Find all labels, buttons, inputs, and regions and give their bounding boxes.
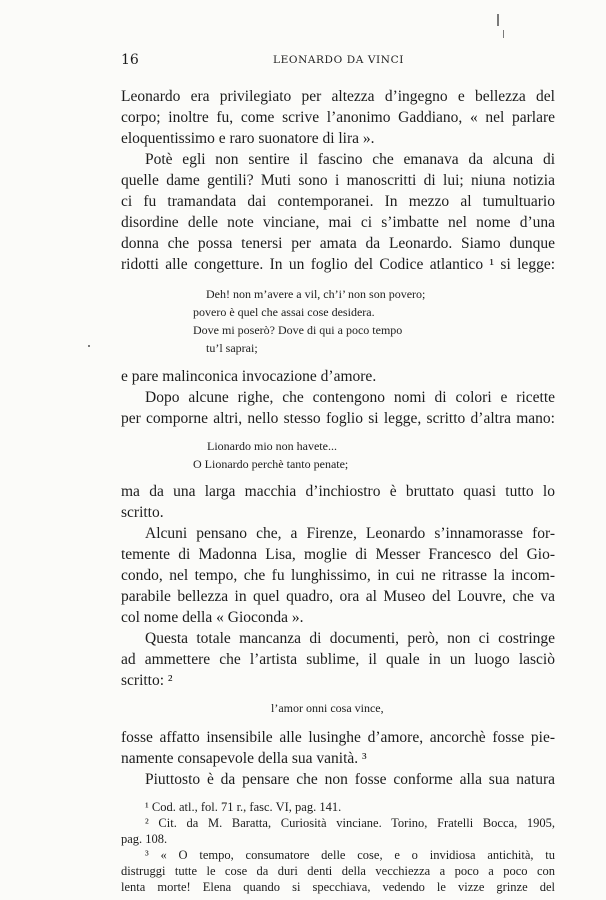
footnote-line: ¹ Cod. atl., fol. 71 r., fasc. VI, pag. 141. xyxy=(145,800,342,814)
quote-line: l’amor onni cosa vince, xyxy=(271,701,384,715)
quote-line: Dove mi poserò? Dove di qui a poco tempo xyxy=(193,323,403,337)
footnote-line: ³ « O tempo, consumatore delle cose, e o invidiosa antichità, tu xyxy=(145,848,555,862)
body-line: e pare malinconica invocazione d’amore. xyxy=(121,368,377,385)
body-line: ma da una larga macchia d’inchiostro è bruttato quasi tutto lo xyxy=(121,483,555,500)
footnote-line: pag. 108. xyxy=(121,832,168,846)
body-line: temente di Madonna Lisa, moglie di Messer Francesco del Gio- xyxy=(121,546,555,563)
body-line: col nome della « Gioconda ». xyxy=(121,609,304,626)
running-title: LEONARDO DA VINCI xyxy=(273,54,404,66)
body-line: ridotti alle congetture. In un foglio del Codice atlantico ¹ si legge: xyxy=(121,256,555,273)
body-line: condo, nel tempo, che fu lunghissimo, in cui ne ritrasse la incom- xyxy=(121,567,555,584)
quote-line: Lionardo mio non havete... xyxy=(207,439,337,453)
page-number: 16 xyxy=(121,52,139,68)
page-header xyxy=(121,52,556,70)
quote-line: O Lionardo perchè tanto penate; xyxy=(193,457,349,471)
body-line: ad ammettere che l’artista sublime, il quale in un luogo lasciò xyxy=(121,651,555,668)
body-line: Alcuni pensano che, a Firenze, Leonardo s’innamorasse for- xyxy=(145,525,555,542)
footnote-line: lenta morte! Elena quando si specchiava, vedendo le vizze grinze del xyxy=(121,880,555,894)
body-line: scritto: ² xyxy=(121,672,173,689)
quote-line: tu’l saprai; xyxy=(206,341,258,355)
body-line: parabile bellezza in quel quadro, ora al Museo del Louvre, che va xyxy=(121,588,555,605)
body-line: namente consapevole della sua vanità. ³ xyxy=(121,750,367,767)
body-line: Piuttosto è da pensare che non fosse conforme alla sua natura xyxy=(145,771,555,788)
body-line: scritto. xyxy=(121,504,164,521)
body-line: disordine delle note vinciane, mai ci s’imbatte nel nome d’una xyxy=(121,214,555,231)
body-line: fosse affatto insensibile alle lusinghe d’amore, ancorchè fosse pie- xyxy=(121,729,555,746)
body-line: corpo; inoltre fu, come scrive l’anonimo Gaddiano, « nel parlare xyxy=(121,109,555,126)
scan-speck xyxy=(497,14,499,26)
body-line: Potè egli non sentire il fascino che emanava da alcuna di xyxy=(145,151,555,168)
body-line: donna che possa tenersi per amata da Leonardo. Siamo dunque xyxy=(121,235,555,252)
body-line: ci fu tramandata dai contemporanei. In mezzo al tumultuario xyxy=(121,193,555,210)
scan-speck xyxy=(503,30,504,38)
footnote-line: ² Cit. da M. Baratta, Curiosità vinciane. Torino, Fratelli Bocca, 1905, xyxy=(145,816,555,830)
body-line: eloquentissimo e raro suonatore di lira ». xyxy=(121,130,375,147)
body-line: Dopo alcune righe, che contengono nomi di colori e ricette xyxy=(145,389,555,406)
quote-line: Deh! non m’avere a vil, ch’i’ non son povero; xyxy=(206,287,426,301)
scan-speck xyxy=(88,345,90,347)
body-line: per comporne altri, nello stesso foglio si legge, scritto d’altra mano: xyxy=(121,410,555,427)
body-line: Leonardo era privilegiato per altezza d’ingegno e bellezza del xyxy=(121,88,555,105)
footnote-line: distruggi tutte le cose da duri denti della vecchiezza a poco a poco con xyxy=(121,864,555,878)
quote-line: povero è quel che assai cose desidera. xyxy=(193,305,375,319)
body-line: quelle dame gentili? Muti sono i manoscritti di lui; niuna notizia xyxy=(121,172,555,189)
body-line: Questa totale mancanza di documenti, però, non ci costringe xyxy=(145,630,555,647)
